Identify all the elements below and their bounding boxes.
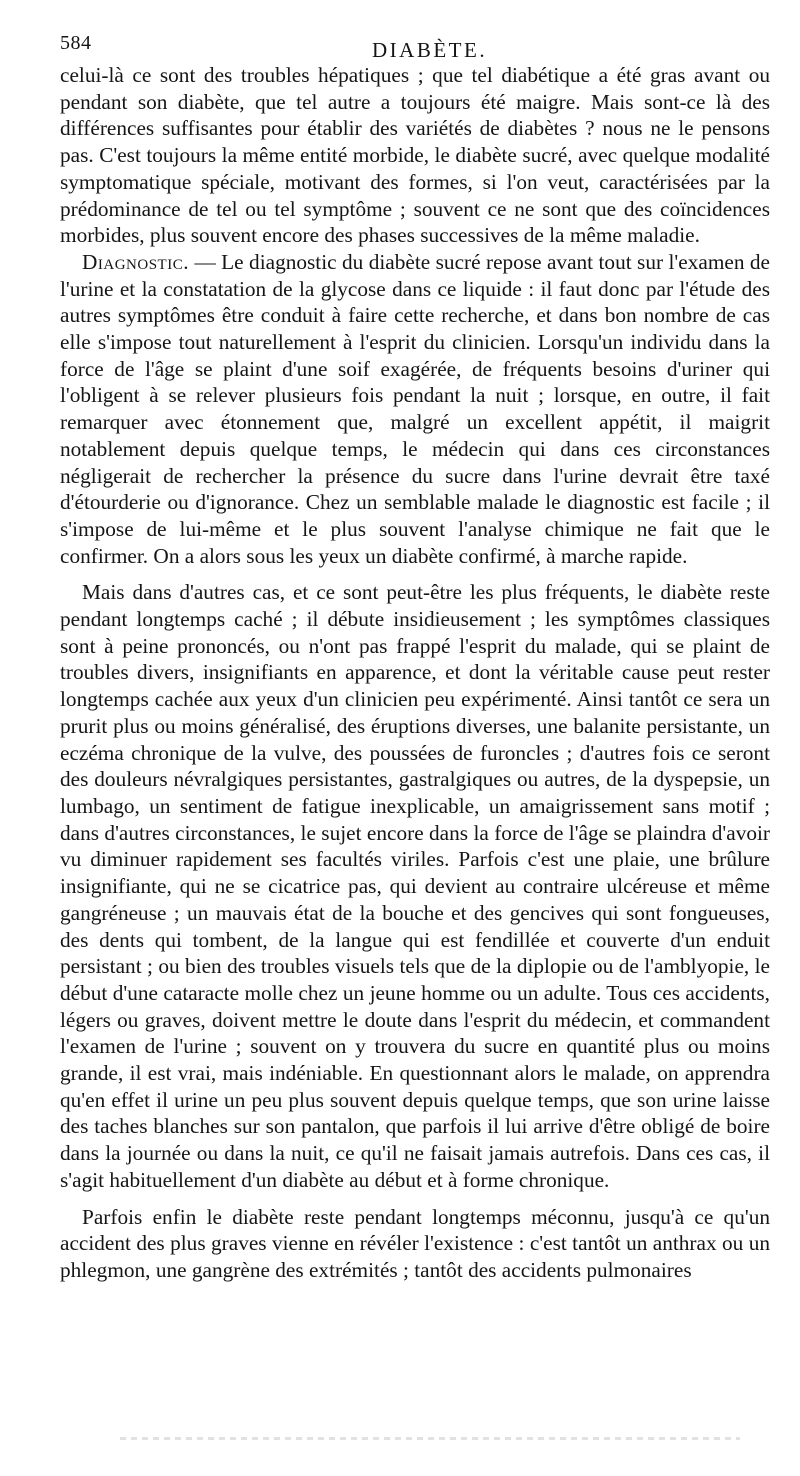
page-header — [60, 26, 760, 66]
paragraph-3-text: Mais dans d'autres cas, et ce sont peut-être les plus fréquents, le diabète reste pendant longtemps caché ; il débute insidieusement ; les symptômes classiques sont à peine prononcés, ou n'ont pas frappé l'esprit du malade, qui se plaint de troubles divers, insignifiants en apparence, et dont la véritable cause peut rester longtemps cachée aux yeux d'un clinicien peu expérimenté. Ainsi tantôt ce sera un prurit plus ou moins généralisé, des éruptions diverses, une balanite persistante, un eczéma chronique de la vulve, des poussées de furoncles ; d'autres fois ce seront des douleurs névralgiques persistantes, gastralgiques ou autres, de la dyspepsie, un lumbago, un sentiment de fatigue inexplicable, un amaigrissement sans motif ; dans d'autres circonstances, le sujet encore dans la force de l'âge se plaindra d'avoir vu diminuer rapidement ses facultés viriles. Parfois c'est une plaie, une brûlure insignifiante, qui ne se cicatrice pas, qui devient au contraire ulcéreuse et même gangréneuse ; un mauvais état de la bouche et des gencives qui sont fongueuses, des dents qui tombent, de la langue qui est fendillée et couverte d'un enduit persistant ; ou bien des troubles visuels tels que de la diplopie ou de l'amblyopie, le début d'une cataracte molle chez un jeune homme ou un adulte. Tous ces accidents, légers ou graves, doivent mettre le doute dans l'esprit du médecin, et commandent l'examen de l'urine ; souvent on y trouvera du sucre en quantité plus ou moins grande, il est vrai, mais indéniable. En questionnant alors le malade, on apprendra qu'en effet il urine un peu plus souvent depuis quelque temps, que son urine laisse des taches blanches sur son pantalon, que parfois il lui arrive d'être obligé de boire dans la journée ou dans la nuit, ce qu'il ne faisait jamais autrefois. Dans ces cas, il s'agit habituellement d'un diabète au début et à forme chronique. — [60, 580, 770, 1192]
footer-bleed-through — [120, 1437, 740, 1440]
paragraph-1-text: celui-là ce sont des troubles hépatiques ; que tel diabétique a été gras avant ou pendant son diabète, que tel autre a toujours été maigre. Mais sont-ce là des différences suffisantes pour établir des variétés de diabètes ? nous ne le pensons pas. C'est toujours la même entité morbide, le diabète sucré, avec quelque modalité symptomatique spéciale, motivant des formes, si l'on veut, caractérisées par la prédominance de tel ou tel symptôme ; souvent ce ne sont que des coïncidences morbides, plus souvent encore des phases successives de la même maladie. — [60, 63, 770, 248]
running-title: DIABÈTE. — [372, 38, 488, 62]
paragraph-2 — [60, 249, 770, 569]
page-number: 584 — [60, 32, 92, 54]
paragraph-4-text: Parfois enfin le diabète reste pendant longtemps méconnu, jusqu'à ce qu'un accident des plus graves vienne en révéler l'existence : c'est tantôt un anthrax ou un phlegmon, une gangrène des extrémités ; tantôt des accidents pulmonaires — [60, 1204, 770, 1282]
paragraph-1 — [60, 62, 770, 249]
paragraph-3 — [60, 579, 770, 1193]
section-heading-diagnostic: Diagnostic. — [82, 249, 190, 274]
paragraph-2-text: — Le diagnostic du diabète sucré repose avant tout sur l'examen de l'urine et la constatation de la glycose dans ce liquide : il faut donc par l'étude des autres symptômes être conduit à faire cette recherche, et dans bon nombre de cas elle s'impose tout naturellement à l'esprit du clinicien. Lorsqu'un individu dans la force de l'âge se plaint d'une soif exagérée, de fréquents besoins d'uriner qui l'obligent à se relever plusieurs fois pendant la nuit ; lorsque, en outre, il fait remarquer avec étonnement que, malgré un excellent appétit, il maigrit notablement depuis quelque temps, le médecin qui dans ces circonstances négligerait de rechercher la présence du sucre dans l'urine devrait être taxé d'étourderie ou d'ignorance. Chez un semblable malade le diagnostic est facile ; il s'impose de lui-même et le plus souvent l'analyse chimique ne fait que le confirmer. On a alors sous les yeux un diabète confirmé, à marche rapide. — [60, 249, 770, 568]
paragraph-4 — [60, 1204, 770, 1284]
body-text — [60, 62, 770, 1284]
